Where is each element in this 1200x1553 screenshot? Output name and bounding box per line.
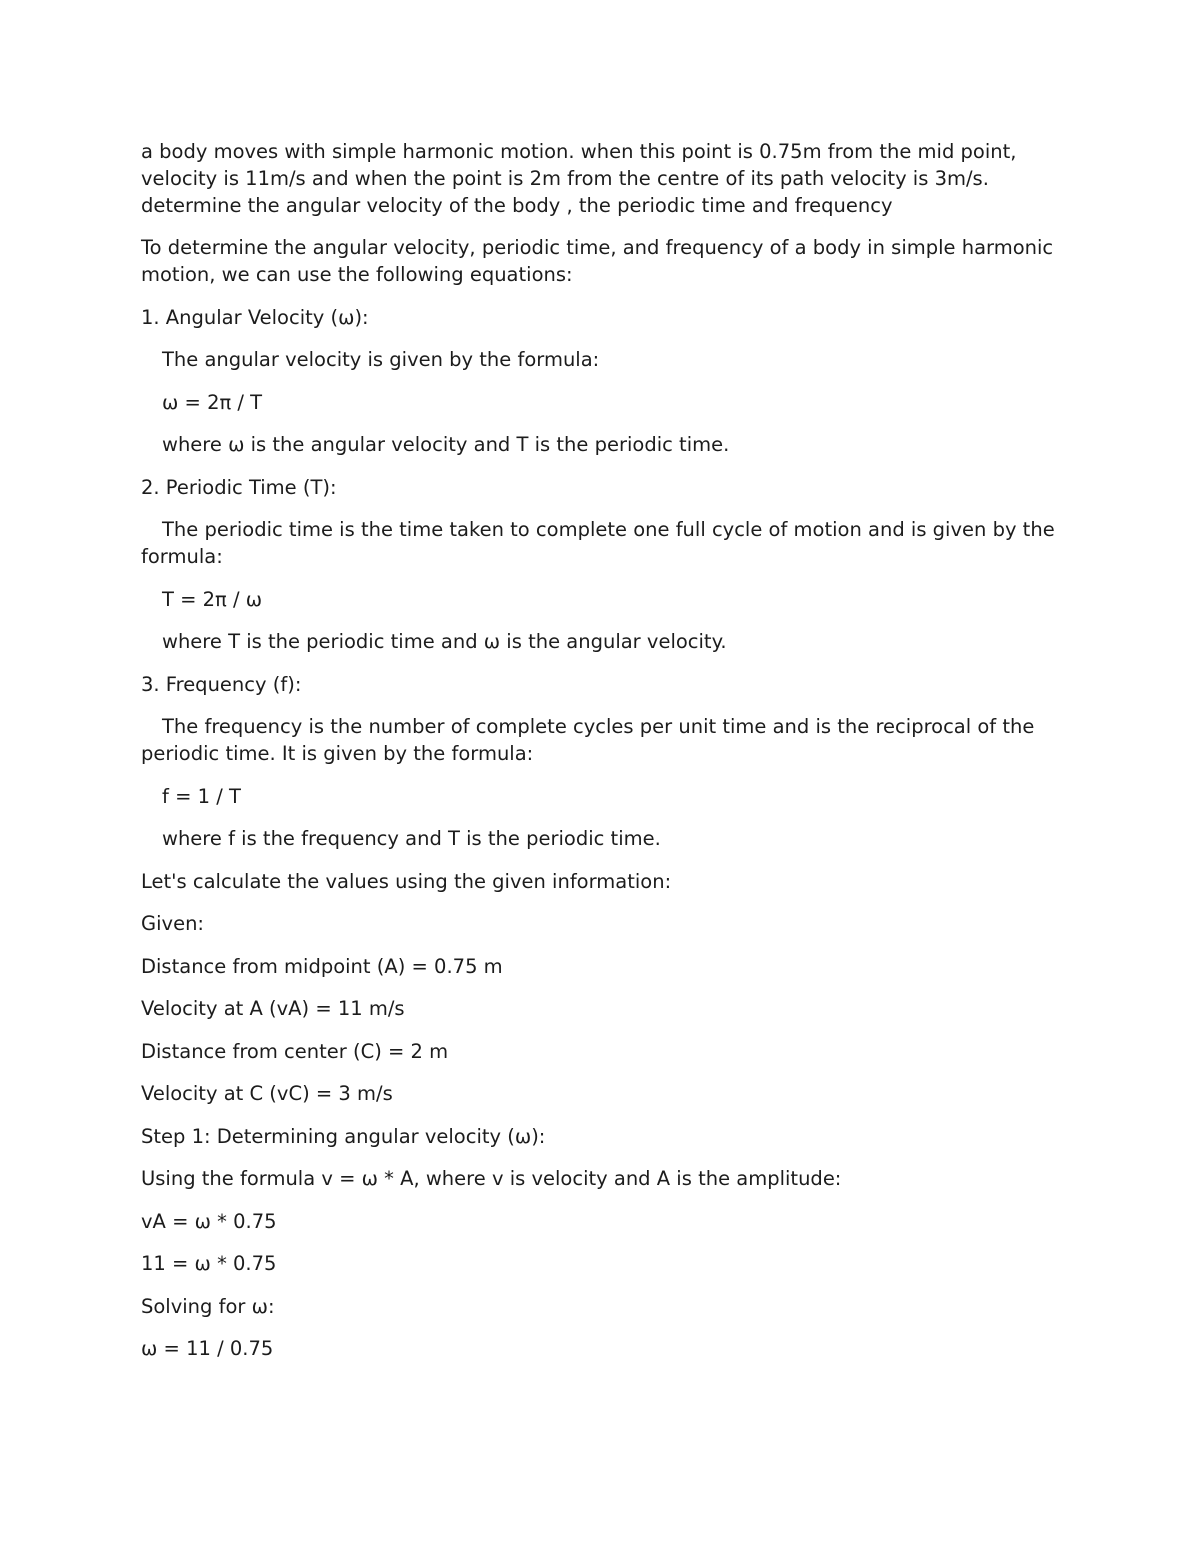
paragraph: f = 1 / T [162, 784, 241, 808]
paragraph: The angular velocity is given by the formula: [162, 348, 600, 371]
paragraph: vA = ω * 0.75 [141, 1209, 277, 1233]
paragraph: where f is the frequency and T is the periodic time. [162, 827, 661, 850]
document-page [141, 138, 1066, 1378]
paragraph: ω = 2π / T [162, 390, 263, 414]
paragraph: Velocity at C (vC) = 3 m/s [141, 1082, 393, 1105]
paragraph: 3. Frequency (f): [141, 672, 302, 696]
paragraph: T = 2π / ω [162, 587, 263, 611]
paragraph: Velocity at A (vA) = 11 m/s [141, 997, 405, 1020]
paragraph: The periodic time is the time taken to complete one full cycle of motion and is given by the formula: [141, 518, 1061, 568]
paragraph: 11 = ω * 0.75 [141, 1252, 277, 1275]
paragraph: Distance from center (C) = 2 m [141, 1039, 449, 1063]
paragraph: Step 1: Determining angular velocity (ω): [141, 1124, 546, 1148]
paragraph: where T is the periodic time and ω is the angular velocity. [162, 630, 727, 653]
paragraph: Let's calculate the values using the given information: [141, 869, 672, 893]
paragraph: Given: [141, 912, 204, 935]
paragraph: The frequency is the number of complete cycles per unit time and is the reciprocal of the periodic time. It is given by the formula: [141, 715, 1041, 765]
paragraph: ω = 11 / 0.75 [141, 1337, 274, 1360]
paragraph: where ω is the angular velocity and T is the periodic time. [162, 433, 730, 456]
paragraph: 1. Angular Velocity (ω): [141, 305, 369, 329]
paragraph: To determine the angular velocity, periodic time, and frequency of a body in simple harmonic motion, we can use the following equations: [141, 236, 1060, 286]
paragraph: 2. Periodic Time (T): [141, 475, 337, 499]
paragraph: a body moves with simple harmonic motion. when this point is 0.75m from the mid point, velocity is 11m/s and when the point is 2m from the centre of its path velocity is 3m/s. determine the angular velocity of the body , the periodic time and frequency [141, 140, 1023, 217]
paragraph: Using the formula v = ω * A, where v is velocity and A is the amplitude: [141, 1167, 842, 1190]
paragraph: Solving for ω: [141, 1294, 275, 1318]
paragraph: Distance from midpoint (A) = 0.75 m [141, 954, 503, 978]
